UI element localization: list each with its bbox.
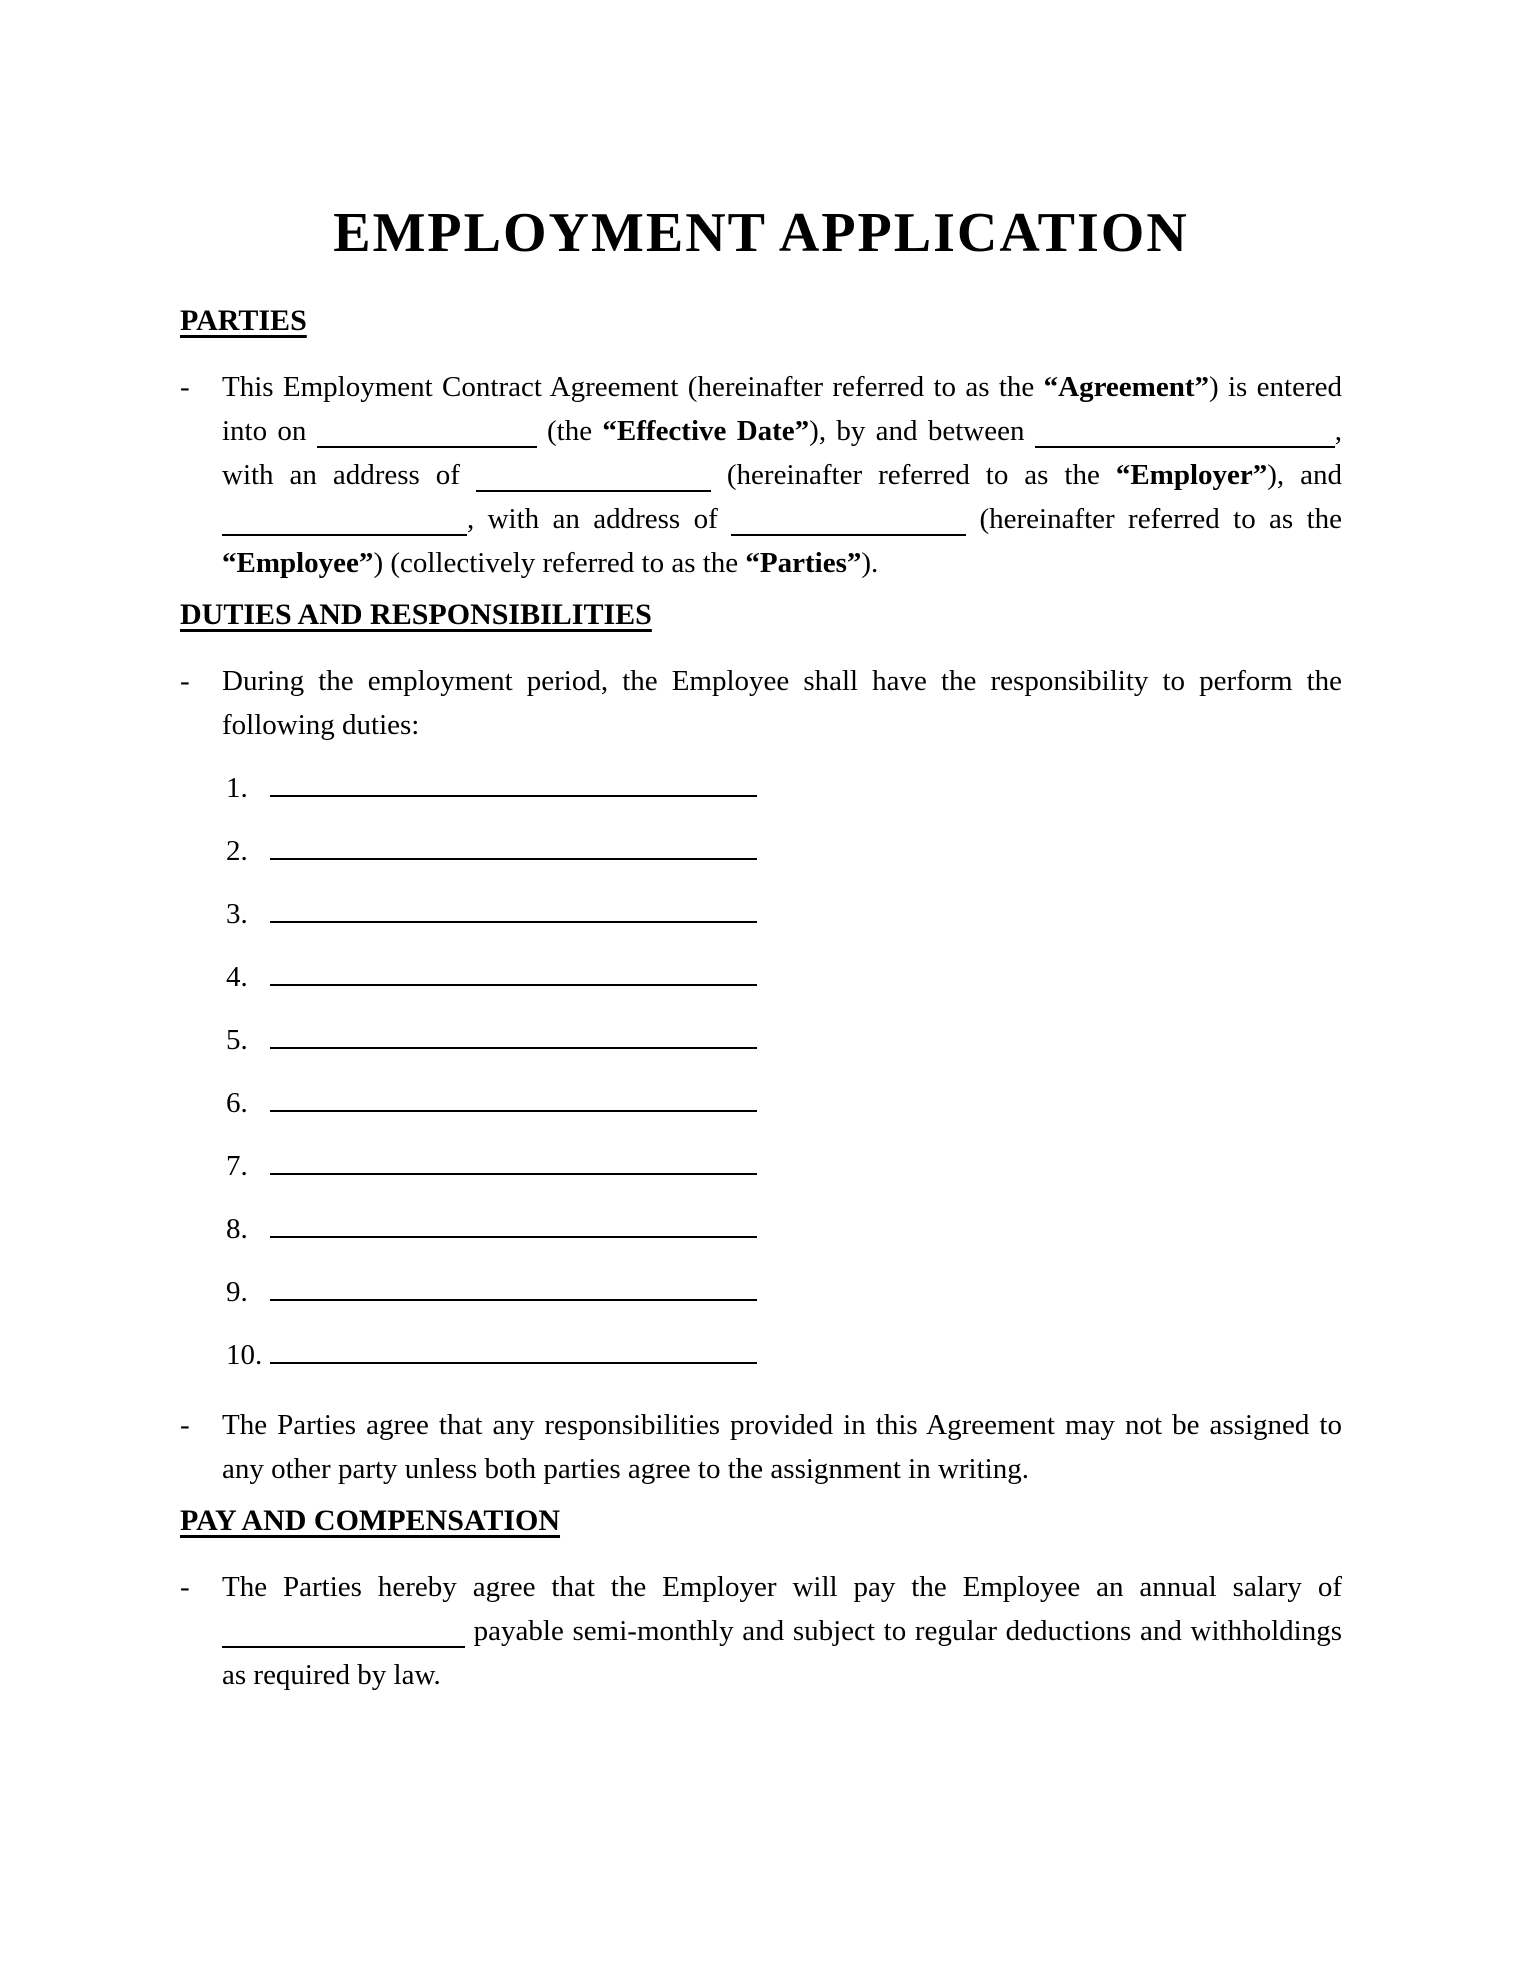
text-run: This Employment Contract Agreement (hereinafter referred to as the: [222, 371, 1044, 403]
text-run: payable semi-monthly and subject to regular deductions and withholdings as required by law.: [222, 1615, 1342, 1691]
duties-intro-text: [222, 659, 1342, 747]
defined-term: “Agreement”: [1043, 371, 1209, 403]
employee-name-blank[interactable]: [222, 504, 467, 536]
duty-number: 4.: [226, 961, 248, 993]
duties-closing-clause: [180, 1403, 1342, 1491]
text-run: (hereinafter referred to as the: [710, 459, 1116, 491]
duty-number: 10.: [226, 1339, 263, 1371]
duty-blank-line-1[interactable]: [270, 765, 757, 797]
duty-blank-line-10[interactable]: [270, 1332, 757, 1364]
annual-salary-blank[interactable]: [222, 1616, 465, 1648]
duty-number: 5.: [226, 1024, 248, 1056]
duty-number: 6.: [226, 1087, 248, 1119]
duty-blank-line-2[interactable]: [270, 828, 757, 860]
text-run: ), by and between: [809, 415, 1035, 447]
text-run: ) is entered into on: [222, 371, 1342, 447]
duty-number: 3.: [226, 898, 248, 930]
duty-list-item-7: [180, 1143, 1342, 1188]
parties-heading: PARTIES: [180, 304, 307, 337]
duty-list-item-5: [180, 1017, 1342, 1062]
bullet-dash: -: [180, 1409, 190, 1441]
text-run: ) (collectively referred to as the: [373, 547, 746, 579]
pay-heading: PAY AND COMPENSATION: [180, 1504, 561, 1537]
parties-clause: [180, 365, 1342, 585]
defined-term: “Parties”: [745, 547, 862, 579]
duty-number: 2.: [226, 835, 248, 867]
duty-blank-line-9[interactable]: [270, 1269, 757, 1301]
duties-intro-clause: [180, 659, 1342, 747]
bullet-dash: -: [180, 1571, 190, 1603]
duty-number: 1.: [226, 772, 248, 804]
defined-term: “Employee”: [222, 547, 374, 579]
duties-closing-text: [222, 1403, 1342, 1491]
duty-number: 7.: [226, 1150, 248, 1182]
duties-heading: DUTIES AND RESPONSIBILITIES: [180, 598, 652, 631]
duties-list: [180, 765, 1342, 1377]
text-run: , with an address of: [222, 415, 1342, 491]
duty-list-item-6: [180, 1080, 1342, 1125]
duty-number: 8.: [226, 1213, 248, 1245]
text-run: ).: [861, 547, 879, 579]
pay-clause-text: [222, 1565, 1342, 1697]
duty-blank-line-3[interactable]: [270, 891, 757, 923]
duty-list-item-3: [180, 891, 1342, 936]
duty-list-item-8: [180, 1206, 1342, 1251]
duty-list-item-9: [180, 1269, 1342, 1314]
employer-name-blank[interactable]: [1035, 416, 1335, 448]
duty-blank-line-6[interactable]: [270, 1080, 757, 1112]
duty-blank-line-8[interactable]: [270, 1206, 757, 1238]
bullet-dash: -: [180, 665, 190, 697]
text-run: ), and: [1267, 459, 1343, 491]
text-run: (the: [536, 415, 603, 447]
duty-blank-line-5[interactable]: [270, 1017, 757, 1049]
duty-blank-line-4[interactable]: [270, 954, 757, 986]
duty-blank-line-7[interactable]: [270, 1143, 757, 1175]
section-parties: [180, 291, 1342, 585]
duty-number: 9.: [226, 1276, 248, 1308]
document-title: EMPLOYMENT APPLICATION: [333, 202, 1189, 264]
employer-address-blank[interactable]: [476, 460, 711, 492]
text-run: (hereinafter referred to as the: [966, 503, 1342, 535]
section-duties: [180, 585, 1342, 1491]
bullet-dash: -: [180, 371, 190, 403]
text-run: The Parties agree that any responsibilities provided in this Agreement may not be assigned to any other party unless both parties agree to the assignment in writing.: [222, 1409, 1342, 1485]
pay-clause: [180, 1565, 1342, 1697]
effective-date-blank[interactable]: [317, 416, 537, 448]
duty-list-item-10: [180, 1332, 1342, 1377]
duty-list-item-2: [180, 828, 1342, 873]
text-run: The Parties hereby agree that the Employer will pay the Employee an annual salary of: [222, 1571, 1342, 1603]
section-pay: [180, 1491, 1342, 1697]
defined-term: “Employer”: [1115, 459, 1268, 491]
duty-list-item-1: [180, 765, 1342, 810]
text-run: , with an address of: [467, 503, 732, 535]
defined-term: “Effective Date”: [602, 415, 810, 447]
parties-clause-text: [222, 365, 1342, 585]
employee-address-blank[interactable]: [731, 504, 966, 536]
text-run: During the employment period, the Employee shall have the responsibility to perform the following duties:: [222, 665, 1342, 741]
duty-list-item-4: [180, 954, 1342, 999]
